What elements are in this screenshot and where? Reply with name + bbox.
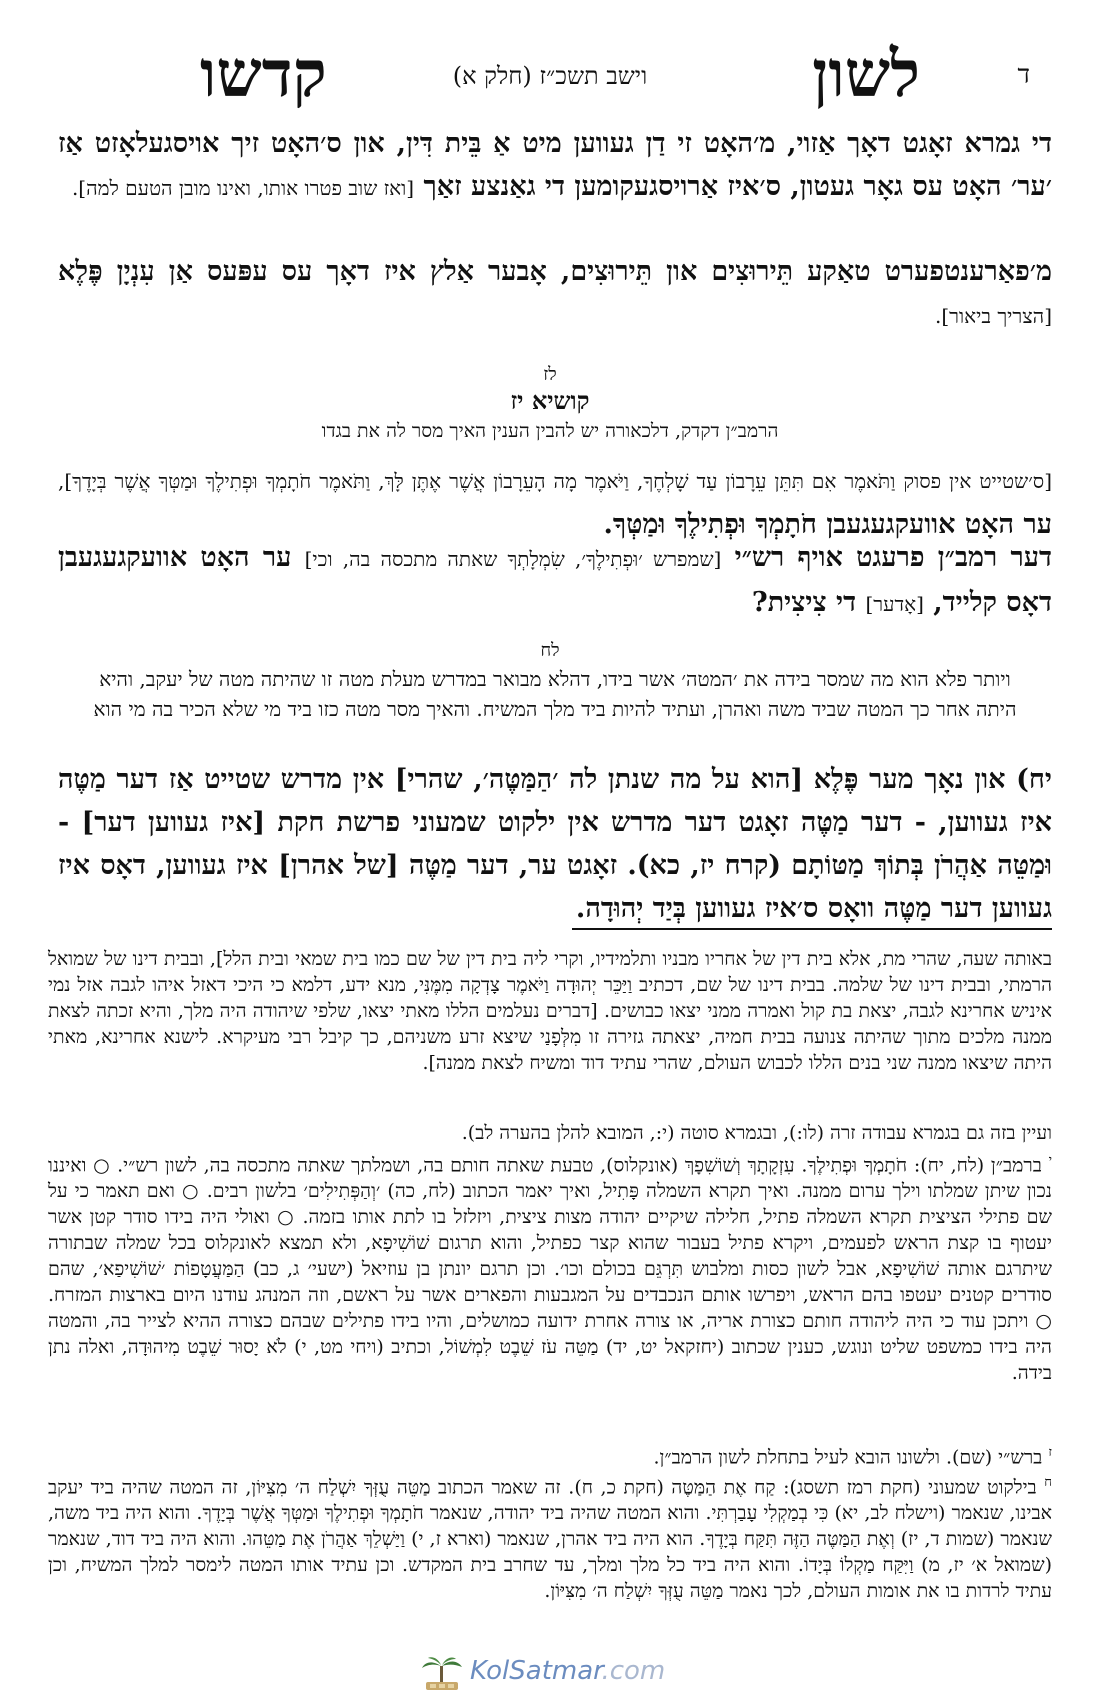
section-summary-38: ויותר פלא הוא מה שמסר בידה את ׳המטה׳ אשר בידו, דהלא מבואר במדרש מעלת מטה זו שהיתה מטה של יעקב, והיא היתה אחר כך המטה שביד משה ואהרן, ועתיד להיות ביד מלך המשיח. והאיך מסר מטה כזו ביד מי שלא הכיר בה מי הוא [93, 667, 1017, 721]
ramban-note: [שמפרש ׳וּפְתִילֶךָ׳, שִׂמְלָתְךָ שאתה מתכסה בה, וכי] [304, 547, 722, 571]
section-number-38: לח [540, 640, 560, 661]
ramban-text-2: ער האָט אוועקגעגעבן דאָס קלייד, [58, 542, 1052, 618]
watermark-text [470, 1656, 665, 1686]
footnote-continuation: באותה שעה, שהרי מת, אלא בית דין של אחריו מבניו ותלמידיו, וקרי ליה בית דין של שם כמו בית שמאי ובית הלל], ובבית דינו של שמואל הרמתי, ובבית דינו של שלמה. בבית דינו של שם, דכתיב וַיַּכֵּר יְהוּדָה וַיֹּאמֶר צָדְקָה מִמֶּנִּי, מנא ידע, דלמא כי היכי דאזל איהו לגבה אזל נמי איניש אחרינא לגבה, יצאת בת קול ואמרה ממני יצאו כבושים. [דברים נעלמים הללו מאתי יצאו, שלפי שיהודה היה מלך, והיא זכתה לצאת ממנה מלכים מתוך שהיתה צנועה בבית חמיה, יצאתה גזירה זו מִלְּפָנַי שיצא זרע משניהם, כך קיבל רבי מעיקרא. לישנא אחרינא, מאתי היתה שיצאו ממנה שני בנים הללו לכבוש העולם, שהרי עתיד דוד ומשיח לצאת ממנה]. [48, 948, 1052, 1074]
section38-paragraph: יח) און נאָך מער פֶּלֶא [הוא על מה שנתן לה ׳הַמַּטֶּה׳, שהרי] אין מדרש שטייט אַז דער מַטֶּה איז געווען, - דער מַטֶּה זאָגט דער מדרש אין ילקוט שמעוני פרשת חקת [איז געווען דער] - וּמַטֵּה אַהֲרֹן בְּתוֹךְ מַטּוֹתָם (קרח יז, כא). זאָגט ער, דער מַטֶּה [של אהרן] איז געווען, דאָס איז געווען דער מַטֶּה וואָס ס׳איז געווען בְּיַד יְהוּדָה. [58, 764, 1052, 924]
footnote-yalkut-text: בילקוט שמעוני (חקת רמז תשסג): קַח אֶת הַמַּטֶּה (חקת כ, ח). זה שאמר הכתוב מַטֵּה עֻזְּךָ יִשְׁלַח ה׳ מִצִּיּוֹן, זה המטה שהיה ביד יעקב אבינו, שנאמר (וישלח לב, יא) כִּי בְמַקְלִי עָבַרְתִּי. והוא המטה שהיה ביד יהודה, שנאמר חֹתָמְךָ וּפְתִילֶךָ וּמַטְּךָ אֲשֶׁר בְּיָדֶךָ. והוא היה ביד משה, שנאמר (שמות ד, יז) וְאֶת הַמַּטֶּה הַזֶּה תִּקַּח בְּיָדֶךָ. הוא היה ביד אהרן, שנאמר (וארא ז, י) וַיַּשְׁלֵךְ אַהֲרֹן אֶת מַטֵּהוּ. והוא היה ביד דוד, שנאמר (שמואל א׳ יז, מ) וַיִּקַּח מַקְלוֹ בְּיָדוֹ. והוא היה ביד כל מלך ומלך, עד שחרב בית המקדש. וכן עתיד אותו המטה לימסר למלך המשיח, וכן עתיד לרדות בו את אומות העולם, לכך נאמר מַטֵּה עֻזְּךָ יִשְׁלַח ה׳ מִצִּיּוֹן. [48, 1476, 1052, 1603]
footnote-mark: ז [1048, 1445, 1052, 1460]
footnote-rashi [48, 1440, 1052, 1470]
intro-p2-note: [הצריך ביאור]. [934, 304, 1052, 328]
footnote-rashi-text: ברש״י (שם). ולשונו הובא לעיל בתחלת לשון הרמב״ן. [653, 1446, 1043, 1469]
footnote-see-also: ועיין בזה גם בגמרא עבודה זרה (לו:), ובגמרא סוטה (י:, המובא להלן בהערה לב). [461, 1122, 1052, 1144]
page-header [70, 37, 1030, 112]
footnote-ramban [48, 1148, 1052, 1386]
intro-p1-note: [ואז שוב פטרו אותו, ואינו מובן הטעם למה]. [71, 176, 415, 200]
footnote-mark: י [1048, 1153, 1052, 1168]
watermark-domain: .com [601, 1656, 666, 1686]
intro-paragraph-1 [58, 122, 1052, 210]
page-number: ד [1017, 60, 1030, 90]
footnote-divider [572, 928, 1052, 930]
running-title-left: קדשו [200, 37, 327, 112]
ramban-text-3: די צִיצִית? [751, 587, 857, 618]
intro-p1-text: די גמרא זאָגט דאָך אַזוי, מ׳האָט זי דַן געווען מיט אַ בֵּית דִּין, און ס׳האָט זיך אויסגעלאָזט אַז ׳ער׳ האָט עס גאָר געטון, ס׳איז אַרויסגעקומען די גאַנצע זאַך [58, 128, 1052, 202]
watermark-brand: KolSatmar [470, 1656, 602, 1686]
ramban-note-2: [אָדער] [865, 592, 924, 616]
palm-tree-icon [420, 1654, 464, 1692]
section37-ramban-paragraph [58, 536, 1052, 626]
section-number-37: לז [543, 364, 557, 385]
footnote-yalkut [48, 1470, 1052, 1604]
kolsatmar-watermark [420, 1652, 690, 1692]
section-title: קושיא יז [510, 386, 590, 415]
intro-p2-text: מ׳פאַרענטפערט טאַקע תֵּירוּצִים און תֵּירוּצִים, אָבער אַלץ איז דאָך עס עפּעס אַן עִנְיָן פֶּלֶא [58, 256, 1052, 287]
section37-quote-note: [ס׳שטייט אין פסוק וַתֹּאמֶר אִם תִּתֵּן עֵרָבוֹן עַד שָׁלְחֶךָ, וַיֹּאמֶר מָה הָעֵרָבוֹן אֲשֶׁר אֶתֶּן לָּךְ, וַתֹּאמֶר חֹתָמְךָ וּפְתִילֶךָ וּמַטְּךָ אֲשֶׁר בְּיָדֶךָ], [58, 469, 1052, 493]
footnote-mark: ח [1044, 1475, 1052, 1490]
footnote-ramban-text: ברמב״ן (לח, יח): חֹתָמְךָ וּפְתִילֶךָ. עִזְקָתָךְ וְשׁוֹשִׁפָךְ (אונקלוס), טבעת שאתה חותם בה, ושמלתך שאתה מתכסה בה, לשון רש״י. ○ ואיננו נכון שיתן שמלתו וילך ערום ממנה. ואיך תקרא השמלה פָּתִיל, ואיך יאמר הכתוב (לח, כה) ׳וְהַפְּתִילִים׳ בלשון רבים. ○ ואם תאמר כי על שם פתילי הציצית תקרא השמלה פתיל, חלילה שיקיים יהודה מצות ציצית, ויזלזל בו לתת אותו בזמה. ○ ואולי היה בידו סודר קטן אשר יעטוף בו קצת הראש לפעמים, ויקרא פתיל בעבור שהוא קצר כפתיל, והוא תרגום שׁוֹשִׁיפָא, ולא תמצא לאונקלוס בכל שמלה שבתורה שיתרגם אותה שׁוֹשִׁיפָא, אבל לשון כסות ומלבוש תִּרְגֵּם בכולם וכו׳. וכן תרגם יונתן בן עוזיאל (ישעי׳ ג, כב) הַמַּעֲטָפוֹת ׳שׁוֹשִׁיפַא׳, שהם סודרים קטנים יעטפו בהם הראש, ויפרשו אותם הנכבדים על המגבעות והפארים אשר על ראשם, וזה המנהג עודנו היום בארצות המזרח. ○ ויתכן עוד כי היה ליהודה חותם כצורת אריה, או צורה אחרת ידועה כמושלים, והיו בידו פתילים שבהם כצורה ההיא לצייר בה, והמטה היה בידו כמשפט שליט ונוגש, כענין שכתוב (יחזקאל יט, יד) מַטֵּה עֹז שֵׁבֶט לִמְשׁוֹל, וכתיב (ויחי מט, י) לֹא יָסוּר שֵׁבֶט מִיהוּדָה, ואלה נתן בידה. [48, 1154, 1052, 1385]
section-summary-37: הרמב״ן דקדק, דלכאורה יש להבין הענין האיך מסר לה את בגדו [321, 420, 779, 442]
section37-quote-text: ער האָט אוועקגעגעבן חֹתָמְךָ וּפְתִילֶךָ וּמַטְּךָ. [603, 509, 1052, 540]
running-title-right: לשון [812, 37, 920, 112]
intro-paragraph-2 [58, 250, 1052, 338]
running-subtitle: וישב תשכ״ז (חלק א) [452, 62, 648, 90]
section37-quote-paragraph [58, 458, 1052, 546]
ramban-text: דער רמב״ן פרעגט אויף רש״י [734, 542, 1052, 573]
